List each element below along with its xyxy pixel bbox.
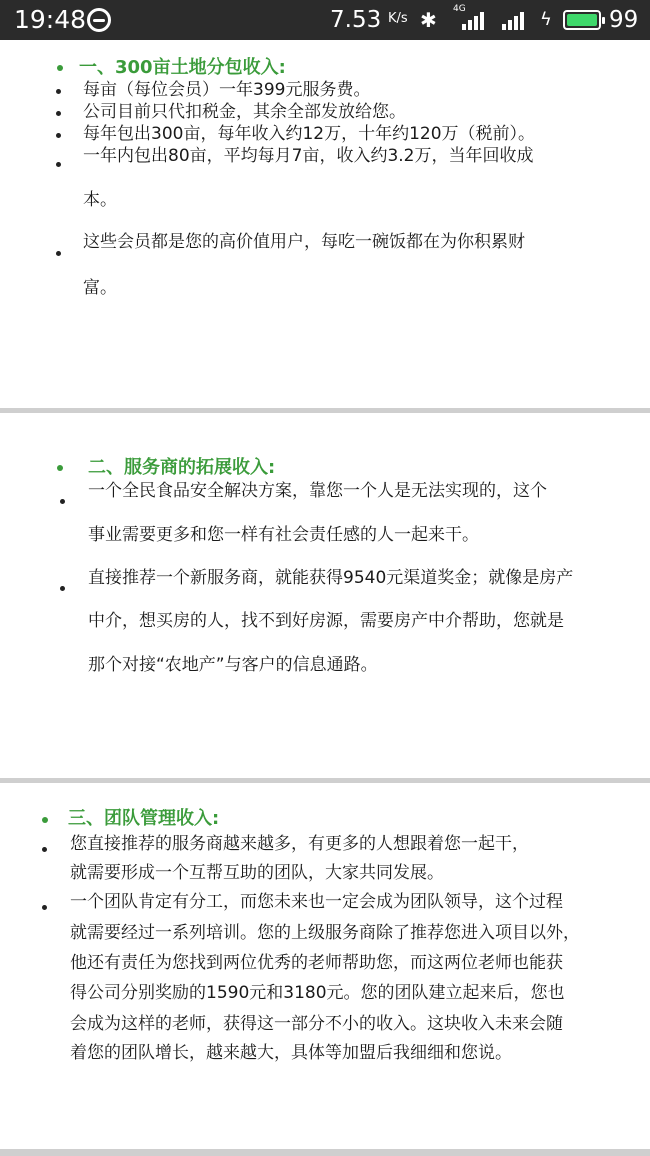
charging-icon: ϟ: [540, 9, 552, 30]
section-title: 二、服务商的拓展收入:: [88, 457, 276, 478]
section-line: 着您的团队增长，越来越大，具体等加盟后我细细和您说。: [70, 1043, 512, 1063]
section-line: 一个全民食品安全解决方案，靠您一个人是无法实现的，这个: [88, 481, 547, 501]
bluetooth-icon: ✱: [420, 8, 437, 32]
section-line: 那个对接“农地产”与客户的信息通路。: [88, 655, 378, 675]
bullet: [56, 89, 61, 94]
section-line: 会成为这样的老师，获得这一部分不小的收入。这块收入未来会随: [70, 1014, 563, 1034]
cellular-signal-2-icon: [502, 12, 524, 30]
section-line: 一年内包出80亩，平均每月7亩，收入约3.2万，当年回收成: [83, 146, 534, 166]
battery-icon: [563, 10, 601, 30]
section-line: 这些会员都是您的高价值用户，每吃一碗饭都在为你积累财: [83, 232, 525, 252]
network-speed-unit: K/s: [388, 11, 408, 26]
network-speed: 7.53: [330, 7, 382, 33]
notification-icon: [87, 8, 111, 32]
bullet: [60, 586, 65, 591]
section-line: 直接推荐一个新服务商，就能获得9540元渠道奖金；就像是房产: [88, 568, 574, 588]
section-divider: [0, 1149, 650, 1156]
section-line: 事业需要更多和您一样有社会责任感的人一起来干。: [88, 525, 479, 545]
cellular-signal-icon: [462, 12, 484, 30]
bullet: [42, 905, 47, 910]
status-bar: [0, 0, 650, 40]
section-title: 一、300亩土地分包收入:: [79, 57, 286, 78]
section-line: 一个团队肯定有分工，而您未来也一定会成为团队领导，这个过程: [70, 892, 563, 912]
section-line: 每年包出300亩，每年收入约12万，十年约120万（税前）。: [83, 124, 536, 144]
status-time: 19:48: [14, 5, 87, 34]
section-line: 每亩（每位会员）一年399元服务费。: [83, 80, 371, 100]
battery-level: 99: [609, 7, 639, 33]
bullet: [56, 133, 61, 138]
section-title: 三、团队管理收入:: [68, 808, 220, 829]
section-line: 他还有责任为您找到两位优秀的老师帮助您，而这两位老师也能获: [70, 953, 563, 973]
section-land-income: [0, 40, 650, 408]
section-line: 得公司分别奖励的1590元和3180元。您的团队建立起来后，您也: [70, 983, 565, 1003]
section-line: 就需要形成一个互帮互助的团队，大家共同发展。: [70, 863, 444, 883]
section-line: 公司目前只代扣税金，其余全部发放给您。: [83, 102, 406, 122]
bullet: [56, 111, 61, 116]
bullet: [42, 847, 47, 852]
section-line: 富。: [83, 278, 117, 298]
network-type-label: 4G: [453, 4, 466, 14]
title-bullet: [57, 465, 63, 471]
section-line: 中介，想买房的人，找不到好房源，需要房产中介帮助，您就是: [88, 611, 564, 631]
section-line: 就需要经过一系列培训。您的上级服务商除了推荐您进入项目以外，: [70, 923, 580, 943]
bullet: [56, 162, 61, 167]
title-bullet: [57, 65, 63, 71]
bullet: [56, 251, 61, 256]
section-line: 您直接推荐的服务商越来越多，有更多的人想跟着您一起干，: [70, 834, 529, 854]
title-bullet: [42, 817, 48, 823]
section-line: 本。: [83, 190, 117, 210]
bullet: [60, 499, 65, 504]
section-team-income: [0, 783, 650, 1148]
section-partner-income: [0, 413, 650, 778]
